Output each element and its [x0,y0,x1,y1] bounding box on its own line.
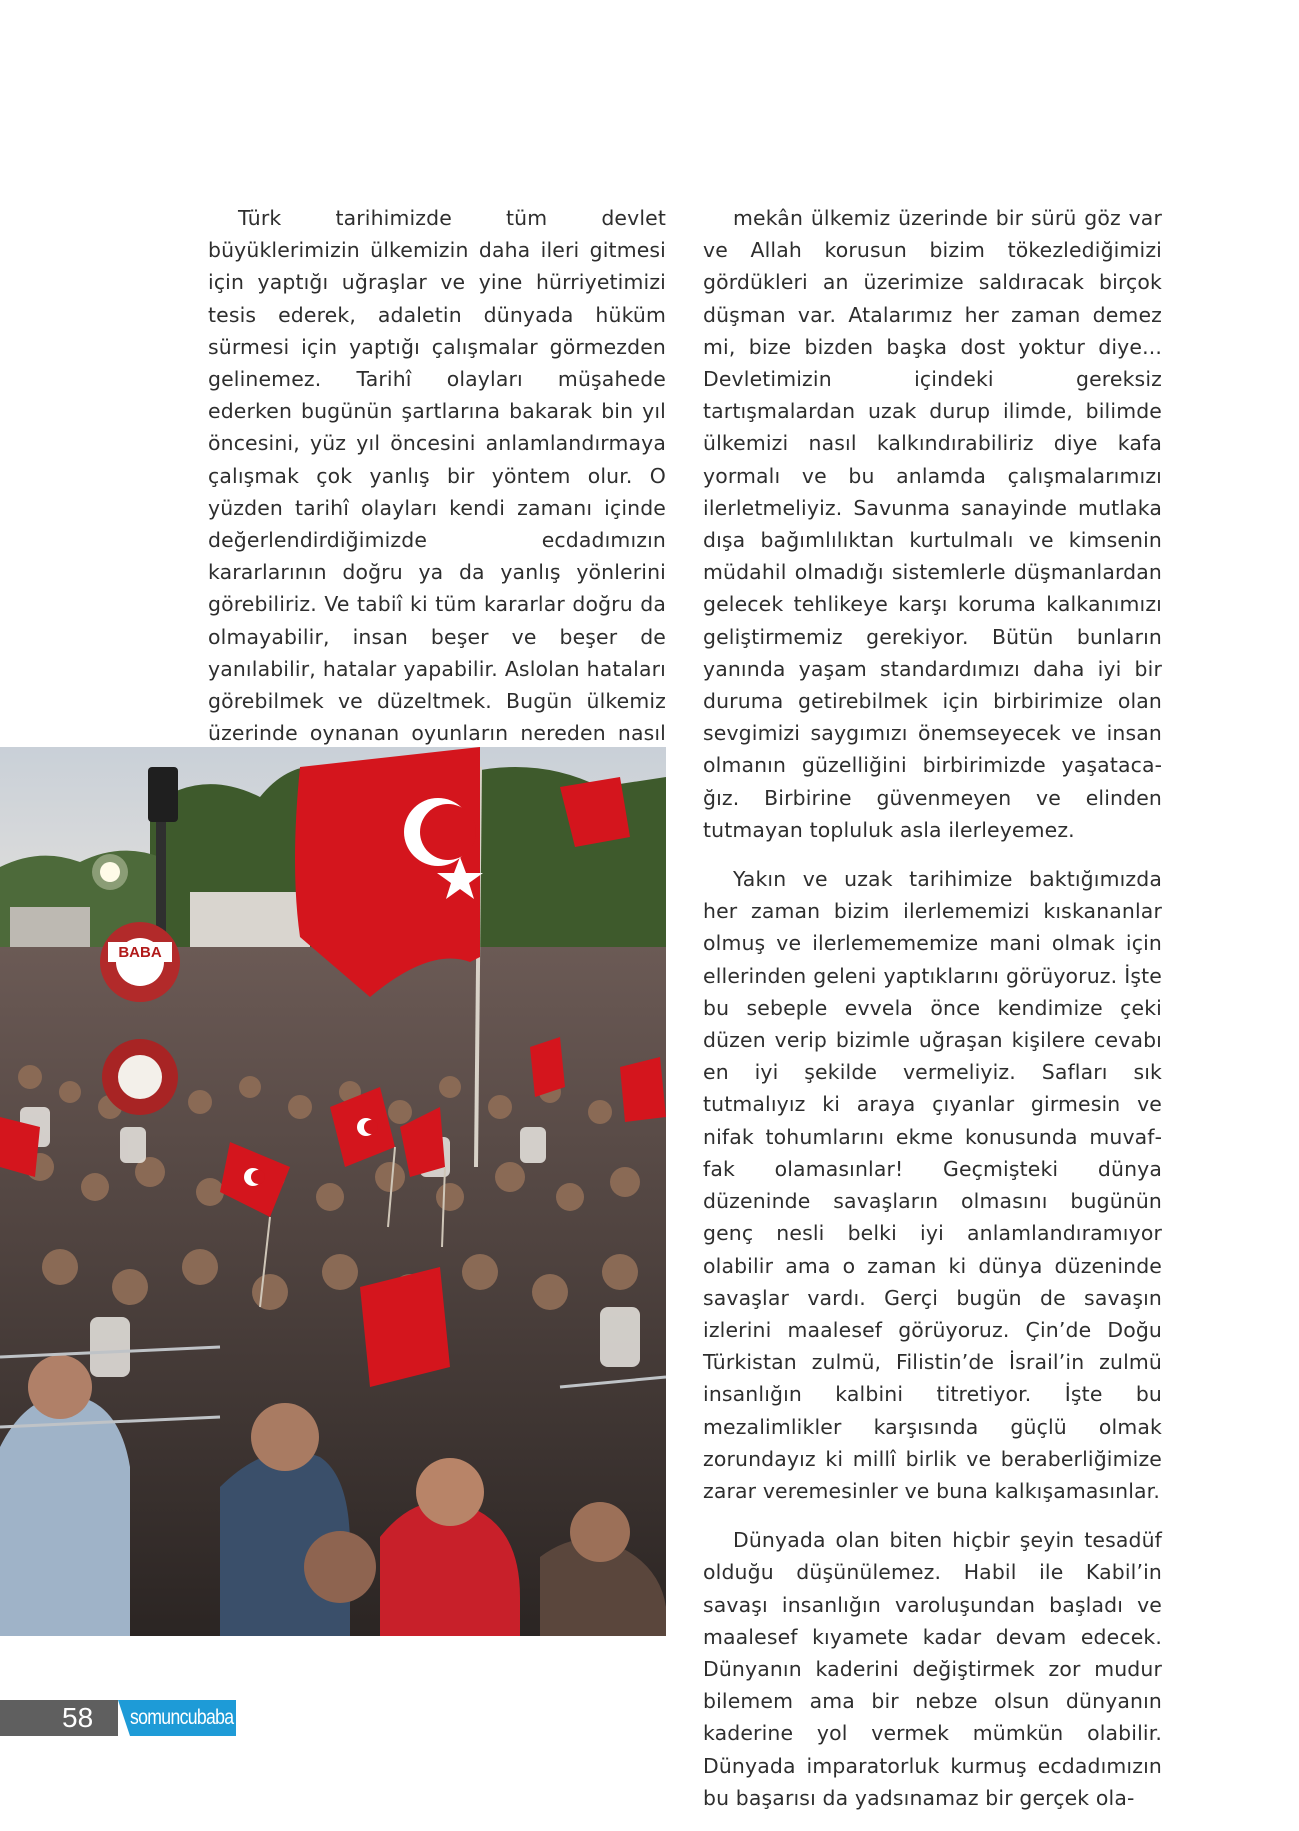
paragraph: Yakın ve uzak tarihimize baktığımızda her zaman bizim ilerlememizi kıskananlar olmuş ve ilerlemememize mani olmak için ellerinden geleni yaptıklarını görüyoruz. İşte bu sebeple evvela önce kendimize çeki düzen verip bizimle uğraşan kişilere cevabı en iyi şekilde vermeliyiz. Safları sık tutmalıyız ki araya çıyanlar girmesin ve nifak tohumlarını ekme konusunda muvaffak olamasınlar! Geçmişteki dünya düzeninde savaşların olmasını bugünün genç nesli belki iyi anlamlandıramıyor olabilir ama o zaman ki dünya düzeninde savaşlar vardı. Gerçi bugün de savaşın izlerini maalesef görüyoruz. Çin’de Doğu Türkistan zulmü, Filistin’de İsrail’in zulmü insanlığın kalbini titretiyor. İşte bu mezalimlikler karşısında güçlü olmak zorundayız ki millî birlik ve beraberliğimize zarar veremesinler ve buna kalkışamasınlar. [703,867,1162,1503]
paragraph: Dünyada olan biten hiçbir şeyin tesadüf olduğu düşünülemez. Habil ile Kabil’in savaşı insanlığın varoluşundan başladı ve maalesef kıyamete kadar devam edecek. Dünyanın kaderini değiştirmek zor mudur bilemem ama bir nebze olsun dünyanın kaderine yol vermek mümkün olabilir. Dünyada imparatorluk kurmuş ecdadımızın bu başarısı da yadsınamaz bir gerçek ola- [703,1528,1162,1810]
paragraph: Türk tarihimizde tüm devlet büyüklerimizin ülkemizin daha ileri gitmesi için yaptığı uğraşlar ve yine hürriyetimizi tesis ederek, adaletin dünyada hüküm sürmesi için yaptığı çalışmalar görmezden gelinemez. Tarihî olayları müşahede ederken bugünün şartlarına bakarak bin yıl öncesini, yüz yıl öncesini anlamlandırmaya çalışmak çok yanlış bir yöntem olur. O yüzden tarihî olayları kendi zamanı içinde değerlendirdiğimizde ecdadımızın kararlarının doğru ya da yanlış yönlerini görebiliriz. Ve tabiî ki tüm kararlar doğru da olmayabilir, insan beşer ve beşer de yanılabilir, hatalar yapabilir. Aslolan hataları görebilmek ve düzeltmek. Bugün ülkemiz üzerinde oynanan oyunların nereden nasıl [208,206,666,746]
wreath-banner-text: BABA [118,944,162,961]
article-column-right [703,202,1162,1814]
article-column-left [208,202,666,782]
brand-name: somuncubaba [130,1706,234,1729]
page-number: 58 [62,1702,94,1733]
paragraph: mekân ülkemiz üzerinde bir sürü göz var ve Allah korusun bizim tökezlediğimizi gördükleri an üzerimize saldıracak birçok düşman var. Atalarımız her zaman demez mi, bize bizden başka dost yoktur diye... Devletimizin içindeki gereksiz tartışmalardan uzak durup ilimde, bilimde ülkemizi nasıl kalkındırabiliriz diye kafa yormalı ve bu anlamda çalışmalarımızı ilerletmeliyiz. Savunma sanayinde mutlaka dışa bağımlılıktan kurtulmalı ve kimsenin müdahil olmadığı sistemlerle düşmanlardan gelecek tehlikeye karşı koruma kalkanımızı geliştirmemiz gerekiyor. Bütün bunların yanında yaşam standardımızı daha iyi bir duruma getirebilmek için birbirimize olan sevgimizi saygımızı önemseyecek ve insan olmanın güzelliğini birbirimizde yaşatacağız. Birbirine güvenmeyen ve elinden tutmayan topluluk asla ilerleyemez. [703,206,1162,842]
crowd-photo [0,747,666,1636]
